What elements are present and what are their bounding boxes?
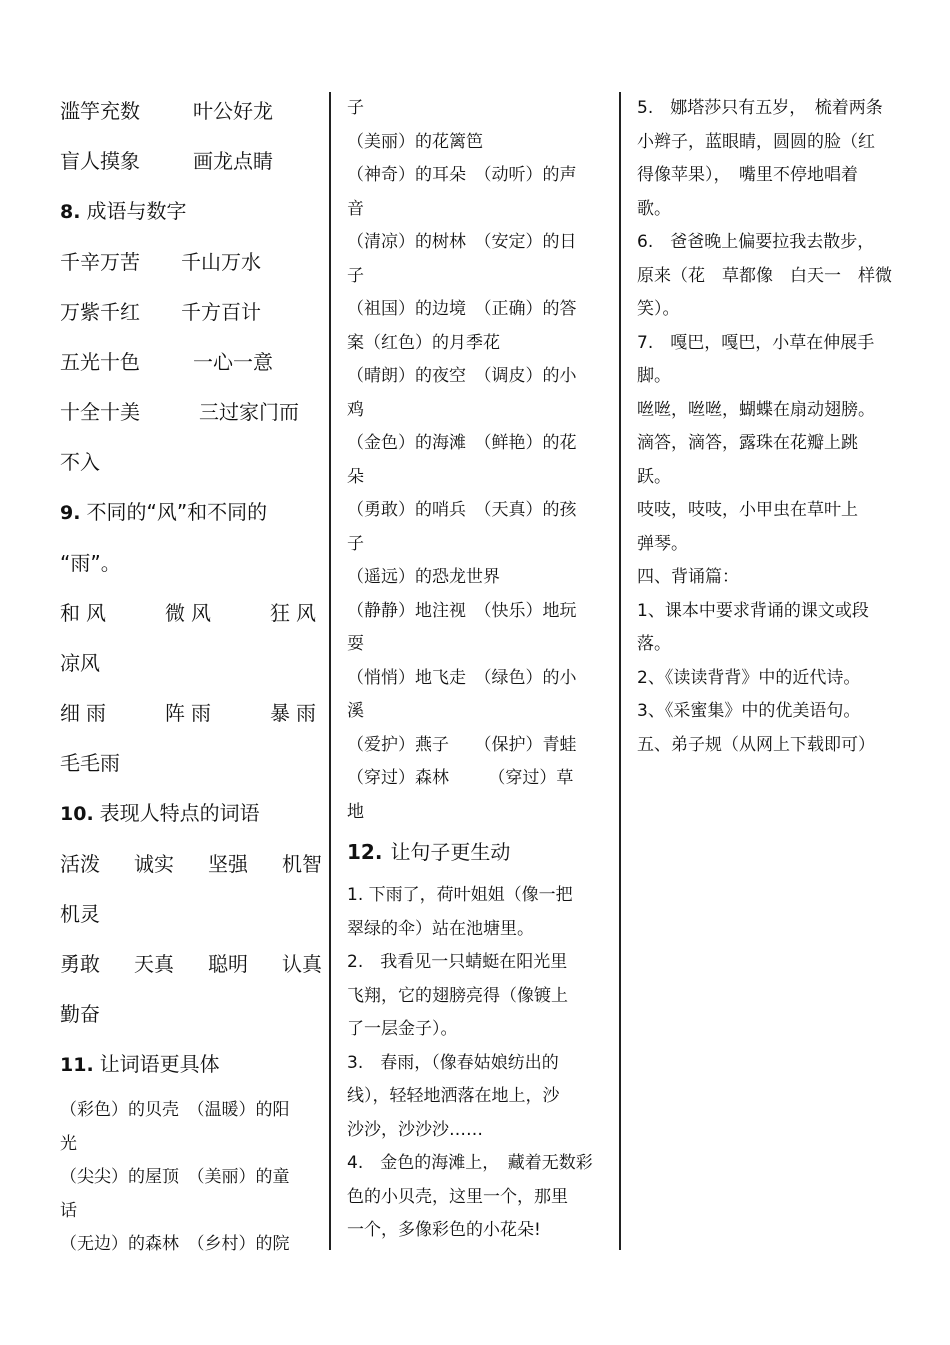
sentence-line: 飞翔，它的翅膀亮得（像镀上 bbox=[347, 985, 568, 1006]
word: 坚强 bbox=[208, 852, 248, 876]
idiom-row bbox=[60, 287, 322, 337]
phrase-line: （无边）的森林 （乡村）的院 bbox=[60, 1234, 290, 1254]
sentence-list bbox=[637, 92, 897, 762]
sentence-line: 吱吱，吱吱，小甲虫在草叶上 bbox=[637, 500, 858, 520]
idiom: 叶公好龙 bbox=[193, 99, 273, 123]
section-number: 11. bbox=[60, 1054, 94, 1076]
section-11-heading bbox=[60, 1039, 322, 1090]
word: 诚实 bbox=[134, 852, 174, 876]
sentence-line: 沙沙，沙沙沙…… bbox=[347, 1119, 483, 1140]
column-1 bbox=[60, 86, 322, 1262]
section-number: 12. bbox=[347, 840, 383, 864]
phrase-line: 光 bbox=[60, 1133, 77, 1154]
section-10-heading bbox=[60, 788, 322, 839]
sentence-line: 咝咝，咝咝，蝴蝶在扇动翅膀。 bbox=[637, 399, 875, 420]
sentence-line: 弹琴。 bbox=[637, 533, 688, 554]
sentence-line: 了一层金子）。 bbox=[347, 1019, 458, 1039]
phrase-line: （爱护）燕子 （保护）青蛙 bbox=[347, 734, 577, 755]
section-title: 让句子更生动 bbox=[390, 840, 511, 864]
sentence-line: 一个，多像彩色的小花朵! bbox=[347, 1220, 541, 1240]
sentence-list bbox=[347, 879, 607, 1248]
idiom-continuation: 不入 bbox=[60, 450, 100, 474]
phrase-line: 子 bbox=[347, 98, 364, 118]
phrase-line: 地 bbox=[347, 801, 364, 822]
sentence-line: 原来（花 草都像 白天一 样微 bbox=[637, 265, 892, 286]
phrase-list bbox=[60, 1094, 322, 1262]
column-divider-right bbox=[619, 92, 621, 1250]
sentence-line: 2. 我看见一只蜻蜓在阳光里 bbox=[347, 952, 568, 972]
sentence-line: 翠绿的伞）站在池塘里。 bbox=[347, 918, 534, 939]
column-divider-left bbox=[329, 92, 331, 1250]
word: 和风 bbox=[60, 601, 112, 625]
word: 细雨 bbox=[60, 701, 112, 725]
section-8-heading bbox=[60, 186, 322, 237]
phrase-line: 耍 bbox=[347, 634, 364, 654]
phrase-line: （勇敢）的哨兵 （天真）的孩 bbox=[347, 500, 577, 520]
phrase-line: （清凉）的树林 （安定）的日 bbox=[347, 232, 577, 252]
word: 勇敢 bbox=[60, 952, 100, 976]
idiom: 画龙点睛 bbox=[193, 149, 273, 173]
section-title-continuation: “雨”。 bbox=[60, 551, 121, 575]
phrase-line: （金色）的海滩 （鲜艳）的花 bbox=[347, 433, 577, 453]
sentence-line: 笑）。 bbox=[637, 299, 680, 319]
section-12-heading bbox=[347, 831, 607, 873]
word: 认真 bbox=[282, 952, 322, 976]
word: 机灵 bbox=[60, 902, 100, 926]
sentence-line: 1. 下雨了，荷叶姐姐（像一把 bbox=[347, 885, 573, 905]
word: 天真 bbox=[134, 952, 174, 976]
idiom-row bbox=[60, 136, 322, 186]
column-3 bbox=[637, 92, 897, 762]
recitation-item: 落。 bbox=[637, 634, 671, 654]
wind-row bbox=[60, 588, 322, 638]
idiom: 千辛万苦 bbox=[60, 250, 140, 274]
phrase-line: 子 bbox=[347, 265, 364, 286]
idiom: 万紫千红 bbox=[60, 300, 140, 324]
phrase-line: 朵 bbox=[347, 466, 364, 487]
phrase-line: （遥远）的恐龙世界 bbox=[347, 567, 500, 587]
traits-row bbox=[60, 939, 322, 989]
word: 微风 bbox=[165, 601, 217, 625]
idiom: 五光十色 bbox=[60, 350, 140, 374]
recitation-item: 1、课本中要求背诵的课文或段 bbox=[637, 600, 869, 621]
recitation-item: 3、《采蜜集》中的优美语句。 bbox=[637, 701, 861, 721]
word: 勤奋 bbox=[60, 1002, 100, 1026]
phrase-line: （穿过）森林 （穿过）草 bbox=[347, 768, 574, 788]
word: 阵雨 bbox=[165, 701, 217, 725]
idiom: 千山万水 bbox=[181, 250, 261, 274]
idiom: 一心一意 bbox=[193, 350, 273, 374]
section-title: 不同的“风”和不同的 bbox=[86, 500, 268, 524]
phrase-line: （神奇）的耳朵 （动听）的声 bbox=[347, 165, 577, 185]
sentence-line: 4. 金色的海滩上， 藏着无数彩 bbox=[347, 1153, 593, 1173]
word: 毛毛雨 bbox=[60, 751, 120, 775]
section-title: 成语与数字 bbox=[86, 199, 187, 223]
sentence-line: 得像苹果）， 嘴里不停地唱着 bbox=[637, 165, 858, 185]
recitation-heading: 四、背诵篇： bbox=[637, 567, 739, 587]
section-number: 8. bbox=[60, 201, 81, 223]
sentence-line: 跃。 bbox=[637, 466, 671, 487]
phrase-line: 溪 bbox=[347, 701, 364, 721]
section-title: 表现人特点的词语 bbox=[99, 801, 260, 825]
phrase-line: （彩色）的贝壳 （温暖）的阳 bbox=[60, 1100, 290, 1120]
phrase-line: （尖尖）的屋顶 （美丽）的童 bbox=[60, 1167, 290, 1187]
phrase-line: 鸡 bbox=[347, 399, 364, 420]
idiom: 千方百计 bbox=[181, 300, 261, 324]
idiom-row bbox=[60, 237, 322, 287]
phrase-line: （静静）地注视 （快乐）地玩 bbox=[347, 600, 577, 621]
word: 狂风 bbox=[270, 601, 322, 625]
recitation-item: 2、《读读背背》中的近代诗。 bbox=[637, 667, 861, 688]
sentence-line: 6. 爸爸晚上偏要拉我去散步， bbox=[637, 232, 875, 252]
section-title: 让词语更具体 bbox=[99, 1052, 220, 1076]
phrase-line: （悄悄）地飞走 （绿色）的小 bbox=[347, 667, 577, 688]
word: 机智 bbox=[282, 852, 322, 876]
phrase-list bbox=[347, 92, 607, 829]
idiom-row bbox=[60, 337, 322, 387]
column-2 bbox=[347, 92, 607, 1248]
phrase-line: （晴朗）的夜空 （调皮）的小 bbox=[347, 366, 577, 386]
sentence-line: 歌。 bbox=[637, 198, 671, 219]
idiom-row bbox=[60, 86, 322, 136]
phrase-line: 子 bbox=[347, 533, 364, 554]
sentence-line: 色的小贝壳，这里一个，那里 bbox=[347, 1186, 568, 1207]
sentence-line: 脚。 bbox=[637, 366, 671, 386]
word: 活泼 bbox=[60, 852, 100, 876]
section-9-heading bbox=[60, 487, 322, 538]
sentence-line: 小辫子，蓝眼睛，圆圆的脸（红 bbox=[637, 131, 875, 152]
section-number: 9. bbox=[60, 502, 81, 524]
idiom: 滥竽充数 bbox=[60, 99, 140, 123]
phrase-line: 话 bbox=[60, 1200, 77, 1221]
phrase-line: 案（红色）的月季花 bbox=[347, 332, 500, 353]
word: 聪明 bbox=[208, 952, 248, 976]
sentence-line: 7. 嘎巴，嘎巴，小草在伸展手 bbox=[637, 332, 875, 353]
sentence-line: 5. 娜塔莎只有五岁， 梳着两条 bbox=[637, 98, 883, 118]
traits-row bbox=[60, 839, 322, 889]
idiom: 三过家门而 bbox=[199, 400, 299, 424]
dizigui-heading: 五、弟子规（从网上下载即可） bbox=[637, 734, 875, 755]
word: 暴雨 bbox=[270, 701, 322, 725]
rain-row bbox=[60, 688, 322, 738]
section-number: 10. bbox=[60, 803, 94, 825]
phrase-line: 音 bbox=[347, 198, 364, 219]
sentence-line: 线），轻轻地洒落在地上，沙 bbox=[347, 1086, 560, 1106]
phrase-line: （美丽）的花篱笆 bbox=[347, 131, 483, 152]
sentence-line: 3. 春雨，（像春姑娘纺出的 bbox=[347, 1052, 559, 1073]
word: 凉风 bbox=[60, 651, 100, 675]
sentence-line: 滴答，滴答，露珠在花瓣上跳 bbox=[637, 433, 858, 453]
idiom: 盲人摸象 bbox=[60, 149, 140, 173]
idiom: 十全十美 bbox=[60, 400, 140, 424]
phrase-line: （祖国）的边境 （正确）的答 bbox=[347, 299, 577, 319]
idiom-row bbox=[60, 387, 322, 437]
